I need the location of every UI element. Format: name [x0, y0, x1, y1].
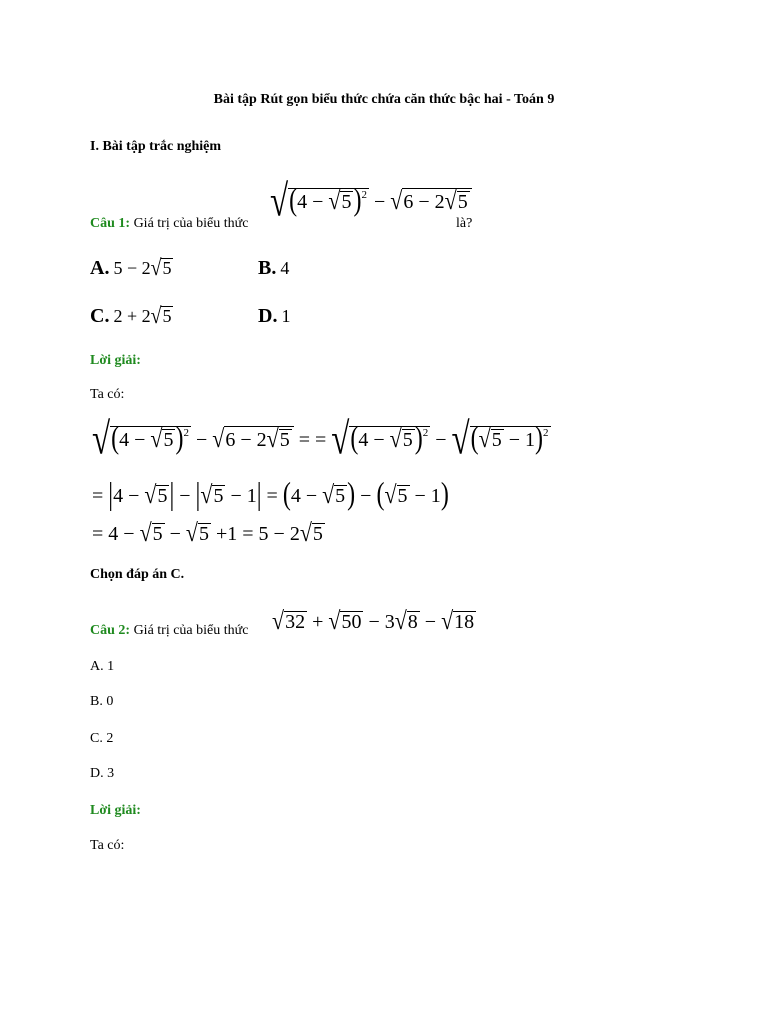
option-d: D. 1 [258, 305, 291, 327]
document-title: Bài tập Rút gọn biểu thức chứa căn thức bậc hai - Toán 9 [213, 92, 555, 107]
question-1-label: Câu 1: [90, 216, 131, 231]
question-2-label: Câu 2: [90, 623, 131, 638]
solution-1-step-1: $√(4 - √5)^2 - √6 - 2√5$ = = $√(4 - √5)^2 - √(√5 - 1)^2$ [92, 415, 549, 465]
question-2-prompt [90, 623, 248, 639]
question-1-text: Giá trị của biểu thức [133, 216, 249, 231]
option-c: C. 2 + 2√5 [90, 303, 172, 329]
answer-1: Chọn đáp án C. [90, 567, 185, 582]
q2-option-b: B. 0 [90, 694, 114, 709]
solution-1-step-2: = |4 − √5| − |√5 − 1| = (4 − √5) − (√5 − 1) [92, 477, 449, 512]
q2-option-a: A. 1 [90, 659, 115, 674]
solution-2-intro: Ta có: [90, 838, 125, 853]
solution-1-step-3: = 4 − √5 − √5 +1 = 5 − 2√5 [92, 518, 323, 547]
q2-option-d: D. 3 [90, 766, 115, 781]
q2-option-c: C. 2 [90, 731, 114, 746]
question-1-expression: $√(4 - √5)^2 - √6 - 2√5$ [270, 186, 472, 219]
option-b: B. 4 [258, 257, 290, 279]
option-a: A. 5 − 2√5 [90, 255, 172, 281]
section-heading: I. Bài tập trắc nghiệm [90, 139, 222, 154]
solution-1-label: Lời giải: [90, 353, 141, 368]
solution-2-label: Lời giải: [90, 803, 141, 818]
question-1-suffix: là? [456, 216, 473, 231]
solution-1-intro: Ta có: [90, 387, 125, 402]
question-2-expression: √32 + √50 − 3√8 − √18 [272, 606, 475, 635]
question-1-prompt [90, 216, 248, 232]
question-2-text: Giá trị của biểu thức [133, 623, 249, 638]
